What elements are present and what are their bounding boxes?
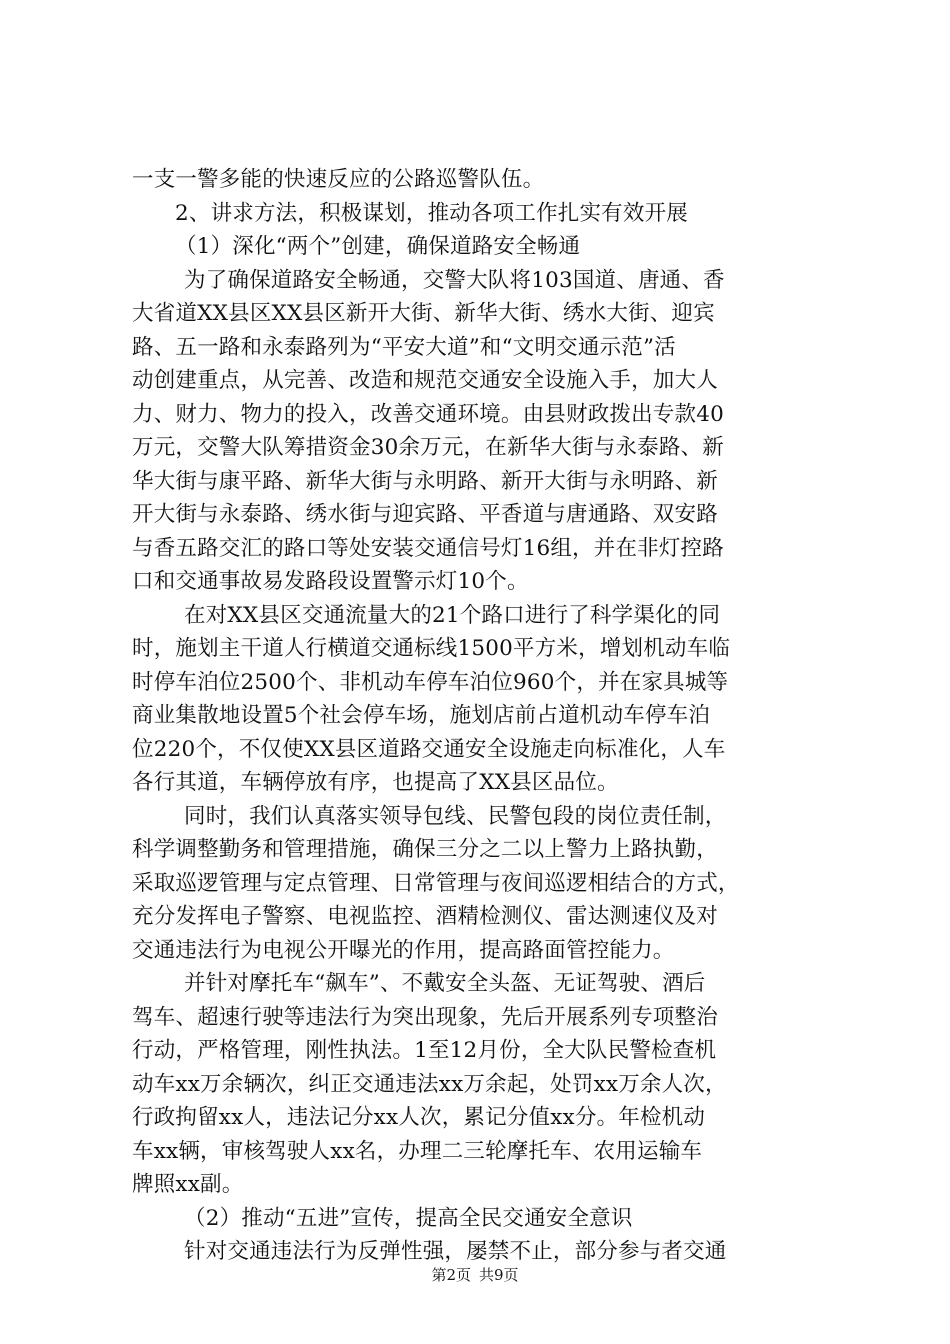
text-line: 为了确保道路安全畅通，交警大队将103国道、唐通、香 [184,267,725,293]
text-line: 车xx辆，审核驾驶人xx名，办理二三轮摩托车、农用运输车 [132,1138,703,1164]
text-line: 针对交通违法行为反弹性强，屡禁不止，部分参与者交通 [184,1239,727,1264]
text-line: 动车xx万余辆次，纠正交通违法xx万余起，处罚xx万余人次， [132,1071,727,1097]
text-line: 各行其道，车辆停放有序，也提高了XX县区品位。 [132,770,619,795]
text-line: 交通违法行为电视公开曝光的作用，提高路面管控能力。 [132,937,675,963]
text-line: 行动，严格管理，刚性执法。1至12月份，全大队民警检查机 [132,1038,717,1063]
text-line: 采取巡逻管理与定点管理、日常管理与夜间巡逻相结合的方式， [132,870,740,896]
text-line: 口和交通事故易发路段设置警示灯10个。 [132,569,529,594]
text-line: 一支一警多能的快速反应的公路巡警队伍。 [132,167,545,192]
text-line: 力、财力、物力的投入，改善交通环境。由县财政拨出专款40 [132,401,724,427]
subsection-heading: （1）深化“两个”创建，确保道路安全畅通 [175,234,581,259]
text-line: 充分发挥电子警察、电视监控、酒精检测仪、雷达测速仪及对 [132,904,718,929]
text-line: 时停车泊位2500个、非机动车停车泊位960个，并在家具城等 [132,669,729,695]
text-line: 时，施划主干道人行横道交通标线1500平方米，增划机动车临 [132,636,731,661]
page-number: 第2页 [431,1266,471,1284]
text-line: 万元，交警大队筹措资金30余万元，在新华大街与永泰路、新 [132,435,724,460]
text-line: 科学调整勤务和管理措施，确保三分之二以上警力上路执勤， [132,837,718,862]
text-line: 大省道XX县区XX县区新开大街、新华大街、绣水大街、迎宾 [132,301,715,326]
page-footer [0,1265,950,1285]
section-heading: 2、讲求方法，积极谋划，推动各项工作扎实有效开展 [175,200,688,226]
text-line: 位220个，不仅使XX县区道路交通安全设施走向标准化，人车 [132,736,726,762]
text-line: 并针对摩托车“飙车”、不戴安全头盔、无证驾驶、酒后 [184,971,706,996]
text-line: 牌照xx副。 [132,1172,244,1197]
text-line: 驾车、超速行驶等违法行为突出现象，先后开展系列专项整治 [132,1004,718,1030]
body-text [132,163,832,1269]
text-line: 路、五一路和永泰路列为“平安大道”和“文明交通示范”活 [132,334,676,360]
text-line: 商业集散地设置5个社会停车场，施划店前占道机动车停车泊 [132,703,711,728]
page-total: 共9页 [479,1266,519,1284]
text-line: 华大街与康平路、新华大街与永明路、新开大街与永明路、新 [132,468,718,494]
text-line: 与香五路交汇的路口等处安装交通信号灯16组，并在非灯控路 [132,535,724,561]
text-line: 同时，我们认真落实领导包线、民警包段的岗位责任制， [184,803,727,829]
subsection-heading: （2）推动“五进”宣传，提高全民交通安全意识 [184,1205,633,1231]
text-line: 在对XX县区交通流量大的21个路口进行了科学渠化的同 [184,602,721,628]
text-line: 开大街与永泰路、绣水街与迎宾路、平香道与唐通路、双安路 [132,502,718,527]
text-line: 动创建重点，从完善、改造和规范交通安全设施入手，加大人 [132,368,718,393]
text-line: 行政拘留xx人，违法记分xx人次，累记分值xx分。年检机动 [132,1105,706,1130]
